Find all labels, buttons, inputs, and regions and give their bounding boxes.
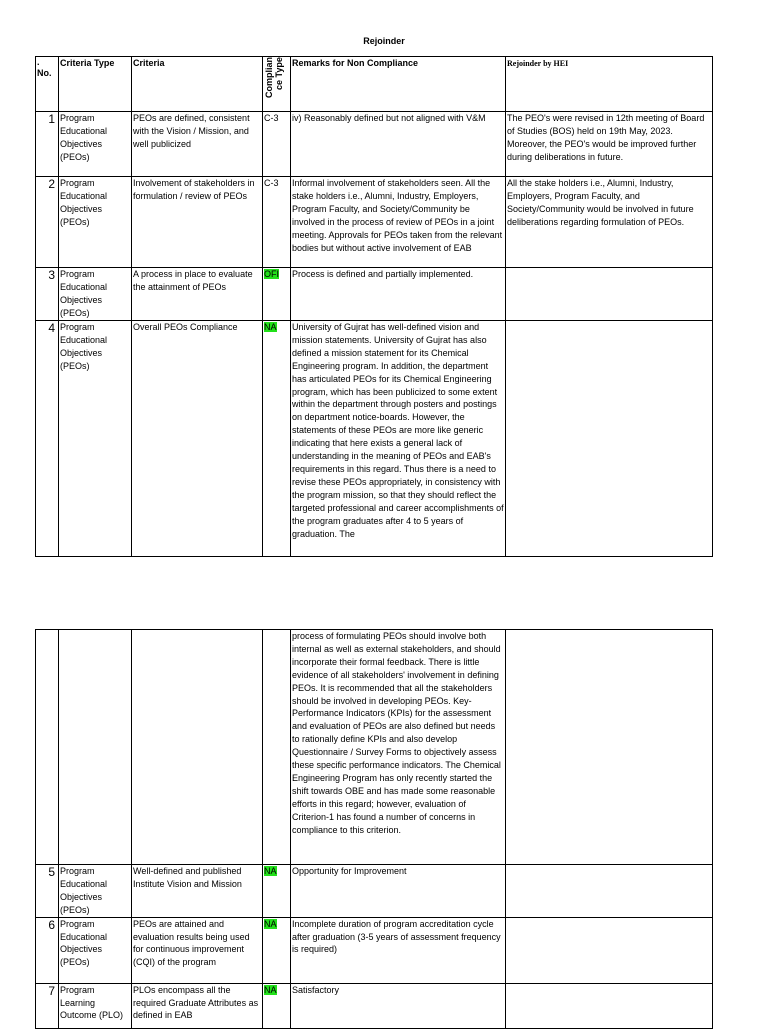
compliance-cell xyxy=(263,865,291,918)
compliance-cell xyxy=(263,917,291,983)
compliance-cell xyxy=(263,983,291,1028)
compliance-highlight: NA xyxy=(264,918,277,929)
rejoinder-cell xyxy=(506,321,713,557)
criteria-cell: Involvement of stakeholders in formulation / review of PEOs xyxy=(132,177,263,268)
criteria-cell: PLOs encompass all the required Graduate Attributes as defined in EAB xyxy=(132,983,263,1028)
table-row xyxy=(36,983,713,1028)
compliance-highlight: NA xyxy=(264,322,277,332)
rejoinder-cell: All the stake holders i.e., Alumni, Industry, Employers, Program Faculty, and Society/Community would be involved in future deliberations regarding formulation of PEOs. xyxy=(506,177,713,268)
criteria-cell: PEOs are attained and evaluation results being used for continuous improvement (CQI) of the program xyxy=(132,917,263,983)
table-row xyxy=(36,268,713,321)
criteria-cell: PEOs are defined, consistent with the Vision / Mission, and well publicized xyxy=(132,112,263,177)
header-criteria: Criteria xyxy=(132,57,263,112)
row-number: 7 xyxy=(36,983,59,1028)
rejoinder-cell: The PEO's were revised in 12th meeting of Board of Studies (BOS) held on 19th May, 2023. Moreover, the PEO's would be improved further during deliberations in future. xyxy=(506,112,713,177)
row-number: 3 xyxy=(36,268,59,321)
criteria-cell: A process in place to evaluate the attainment of PEOs xyxy=(132,268,263,321)
table-header-row xyxy=(36,57,713,112)
remarks-cell: University of Gujrat has well-defined vision and mission statements. University of Gujrat has also defined a mission statement for its Chemical Engineering program. In addition, the department has articulated PEOs for its Chemical Engineering program, which has been publicized to some extent within the department through posters and postings on department notice-boards. However, the statements of these PEOs are more like generic indicating that here exists a general lack of understanding in the meaning of PEOs and EAB's requirements in this regard. Thus there is a need to revise these PEOs appropriately, in consistency with the program mission, so that they should reflect the targeted professional and career accomplishments of the program graduates after 4 to 5 years of graduation. The xyxy=(291,321,506,557)
remarks-cell: Opportunity for Improvement xyxy=(291,865,506,918)
row-number: 4 xyxy=(36,321,59,557)
header-criteria-type: Criteria Type xyxy=(59,57,132,112)
remarks-cell: iv) Reasonably defined but not aligned with V&M xyxy=(291,112,506,177)
row-number xyxy=(36,630,59,865)
page-break xyxy=(0,560,768,628)
document-title: Rejoinder xyxy=(363,36,405,46)
compliance-highlight: NA xyxy=(264,984,277,995)
rejoinder-cell xyxy=(506,630,713,865)
header-rejoinder: Rejoinder by HEI xyxy=(506,57,713,112)
compliance-highlight: OFI xyxy=(264,269,279,279)
remarks-cell: Process is defined and partially implemented. xyxy=(291,268,506,321)
criteria-type-cell: Program Educational Objectives (PEOs) xyxy=(59,177,132,268)
table-row xyxy=(36,177,713,268)
compliance-cell: C-3 xyxy=(263,112,291,177)
remarks-cell: Informal involvement of stakeholders seen. All the stake holders i.e., Alumni, Industry, Employers, Program Faculty, and Society/Community be involved in the process of review of PEOs in a joint meeting. Approvals for PEOs taken from the relevant bodies but without active involvement of EAB xyxy=(291,177,506,268)
criteria-cell: Well-defined and published Institute Vision and Mission xyxy=(132,865,263,918)
compliance-highlight: NA xyxy=(264,866,277,876)
criteria-type-cell: Program Educational Objectives (PEOs) xyxy=(59,112,132,177)
rejoinder-cell xyxy=(506,268,713,321)
table-row xyxy=(36,321,713,557)
rejoinder-table-page-1 xyxy=(35,56,713,557)
rejoinder-cell xyxy=(506,865,713,918)
criteria-type-cell xyxy=(59,630,132,865)
rejoinder-cell xyxy=(506,917,713,983)
table-row xyxy=(36,917,713,983)
criteria-type-cell: Program Learning Outcome (PLO) xyxy=(59,983,132,1028)
criteria-cell xyxy=(132,630,263,865)
header-remarks: Remarks for Non Compliance xyxy=(291,57,506,112)
criteria-cell: Overall PEOs Compliance xyxy=(132,321,263,557)
table-row xyxy=(36,865,713,918)
compliance-cell: C-3 xyxy=(263,177,291,268)
compliance-cell xyxy=(263,321,291,557)
criteria-type-cell: Program Educational Objectives (PEOs) xyxy=(59,321,132,557)
remarks-cell: process of formulating PEOs should involve both internal as well as external stakeholders, and should incorporate their formal feedback. There is little evidence of all stakeholders' involvement in defining PEOs. It is recommended that all the stakeholders should be involved in developing PEOs. Key-Performance Indicators (KPIs) for the assessment and evaluation of PEOs are also defined but needs to rationally define KPIs and also develop Questionnaire / Survey Forms to objectively assess these specific performance indicators. The Chemical Engineering Program has only recently started the shift towards OBE and has made some reasonable efforts in this regard; however, evaluation of Criterion-1 has found a number of concerns in compliance to this criterion. xyxy=(291,630,506,865)
compliance-cell xyxy=(263,630,291,865)
criteria-type-cell: Program Educational Objectives (PEOs) xyxy=(59,268,132,321)
row-number: 6 xyxy=(36,917,59,983)
row-number: 2 xyxy=(36,177,59,268)
row-number: 5 xyxy=(36,865,59,918)
row-number: 1 xyxy=(36,112,59,177)
remarks-cell: Satisfactory xyxy=(291,983,506,1028)
remarks-cell: Incomplete duration of program accreditation cycle after graduation (3-5 years of assessment frequency is required) xyxy=(291,917,506,983)
criteria-type-cell: Program Educational Objectives (PEOs) xyxy=(59,917,132,983)
table-row xyxy=(36,112,713,177)
rejoinder-table-page-2 xyxy=(35,629,713,1029)
table-row-continuation xyxy=(36,630,713,865)
criteria-type-cell: Program Educational Objectives (PEOs) xyxy=(59,865,132,918)
header-compliance-type: Complian ce Type xyxy=(263,57,291,112)
header-sno: . No. xyxy=(36,57,59,112)
rejoinder-cell xyxy=(506,983,713,1028)
compliance-cell xyxy=(263,268,291,321)
